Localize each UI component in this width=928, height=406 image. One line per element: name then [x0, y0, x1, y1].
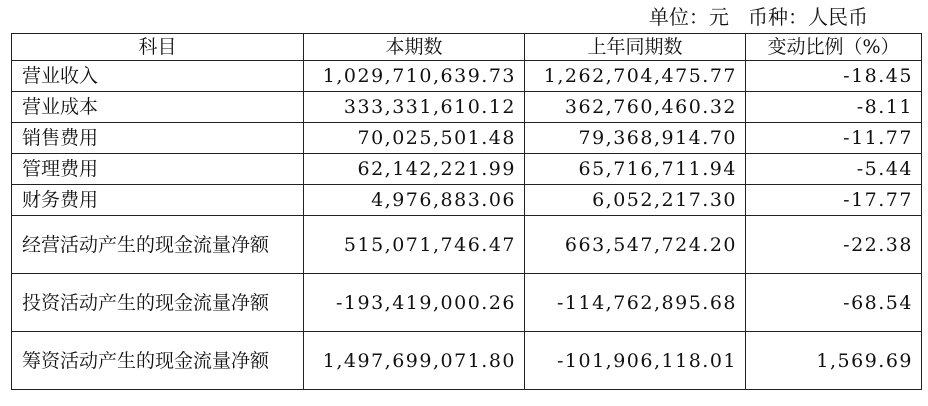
table-row — [12, 61, 922, 92]
table-row — [12, 332, 922, 390]
header-prior-period: 上年同期数 — [525, 34, 746, 61]
row-change-ratio: -17.77 — [746, 185, 922, 216]
table-row — [12, 154, 922, 185]
row-change-ratio: -18.45 — [746, 61, 922, 92]
row-subject: 经营活动产生的现金流量净额 — [12, 216, 304, 274]
row-current-value: 70,025,501.48 — [304, 123, 525, 154]
row-prior-value: 362,760,460.32 — [525, 92, 746, 123]
row-change-ratio: -11.77 — [746, 123, 922, 154]
row-subject: 营业成本 — [12, 92, 304, 123]
row-subject: 营业收入 — [12, 61, 304, 92]
table-row — [12, 92, 922, 123]
table-header-row — [12, 34, 922, 61]
row-prior-value: 65,716,711.94 — [525, 154, 746, 185]
table-row — [12, 185, 922, 216]
row-change-ratio: -68.54 — [746, 274, 922, 332]
header-change-ratio: 变动比例（%） — [746, 34, 922, 61]
row-change-ratio: -8.11 — [746, 92, 922, 123]
unit-currency-note: 单位：元 币种：人民币 — [648, 5, 868, 29]
row-subject: 管理费用 — [12, 154, 304, 185]
row-current-value: 1,029,710,639.73 — [304, 61, 525, 92]
row-prior-value: -101,906,118.01 — [525, 332, 746, 390]
table-row — [12, 123, 922, 154]
row-subject: 投资活动产生的现金流量净额 — [12, 274, 304, 332]
financial-change-table — [11, 33, 922, 390]
row-prior-value: 79,368,914.70 — [525, 123, 746, 154]
row-current-value: 515,071,746.47 — [304, 216, 525, 274]
row-subject: 财务费用 — [12, 185, 304, 216]
table-row — [12, 216, 922, 274]
row-current-value: 62,142,221.99 — [304, 154, 525, 185]
row-prior-value: -114,762,895.68 — [525, 274, 746, 332]
row-prior-value: 6,052,217.30 — [525, 185, 746, 216]
row-prior-value: 663,547,724.20 — [525, 216, 746, 274]
row-subject: 筹资活动产生的现金流量净额 — [12, 332, 304, 390]
row-prior-value: 1,262,704,475.77 — [525, 61, 746, 92]
row-subject: 销售费用 — [12, 123, 304, 154]
row-change-ratio: 1,569.69 — [746, 332, 922, 390]
row-change-ratio: -5.44 — [746, 154, 922, 185]
row-current-value: 333,331,610.12 — [304, 92, 525, 123]
table-row — [12, 274, 922, 332]
header-current-period: 本期数 — [304, 34, 525, 61]
row-change-ratio: -22.38 — [746, 216, 922, 274]
row-current-value: 1,497,699,071.80 — [304, 332, 525, 390]
row-current-value: 4,976,883.06 — [304, 185, 525, 216]
header-subject: 科目 — [12, 34, 304, 61]
row-current-value: -193,419,000.26 — [304, 274, 525, 332]
